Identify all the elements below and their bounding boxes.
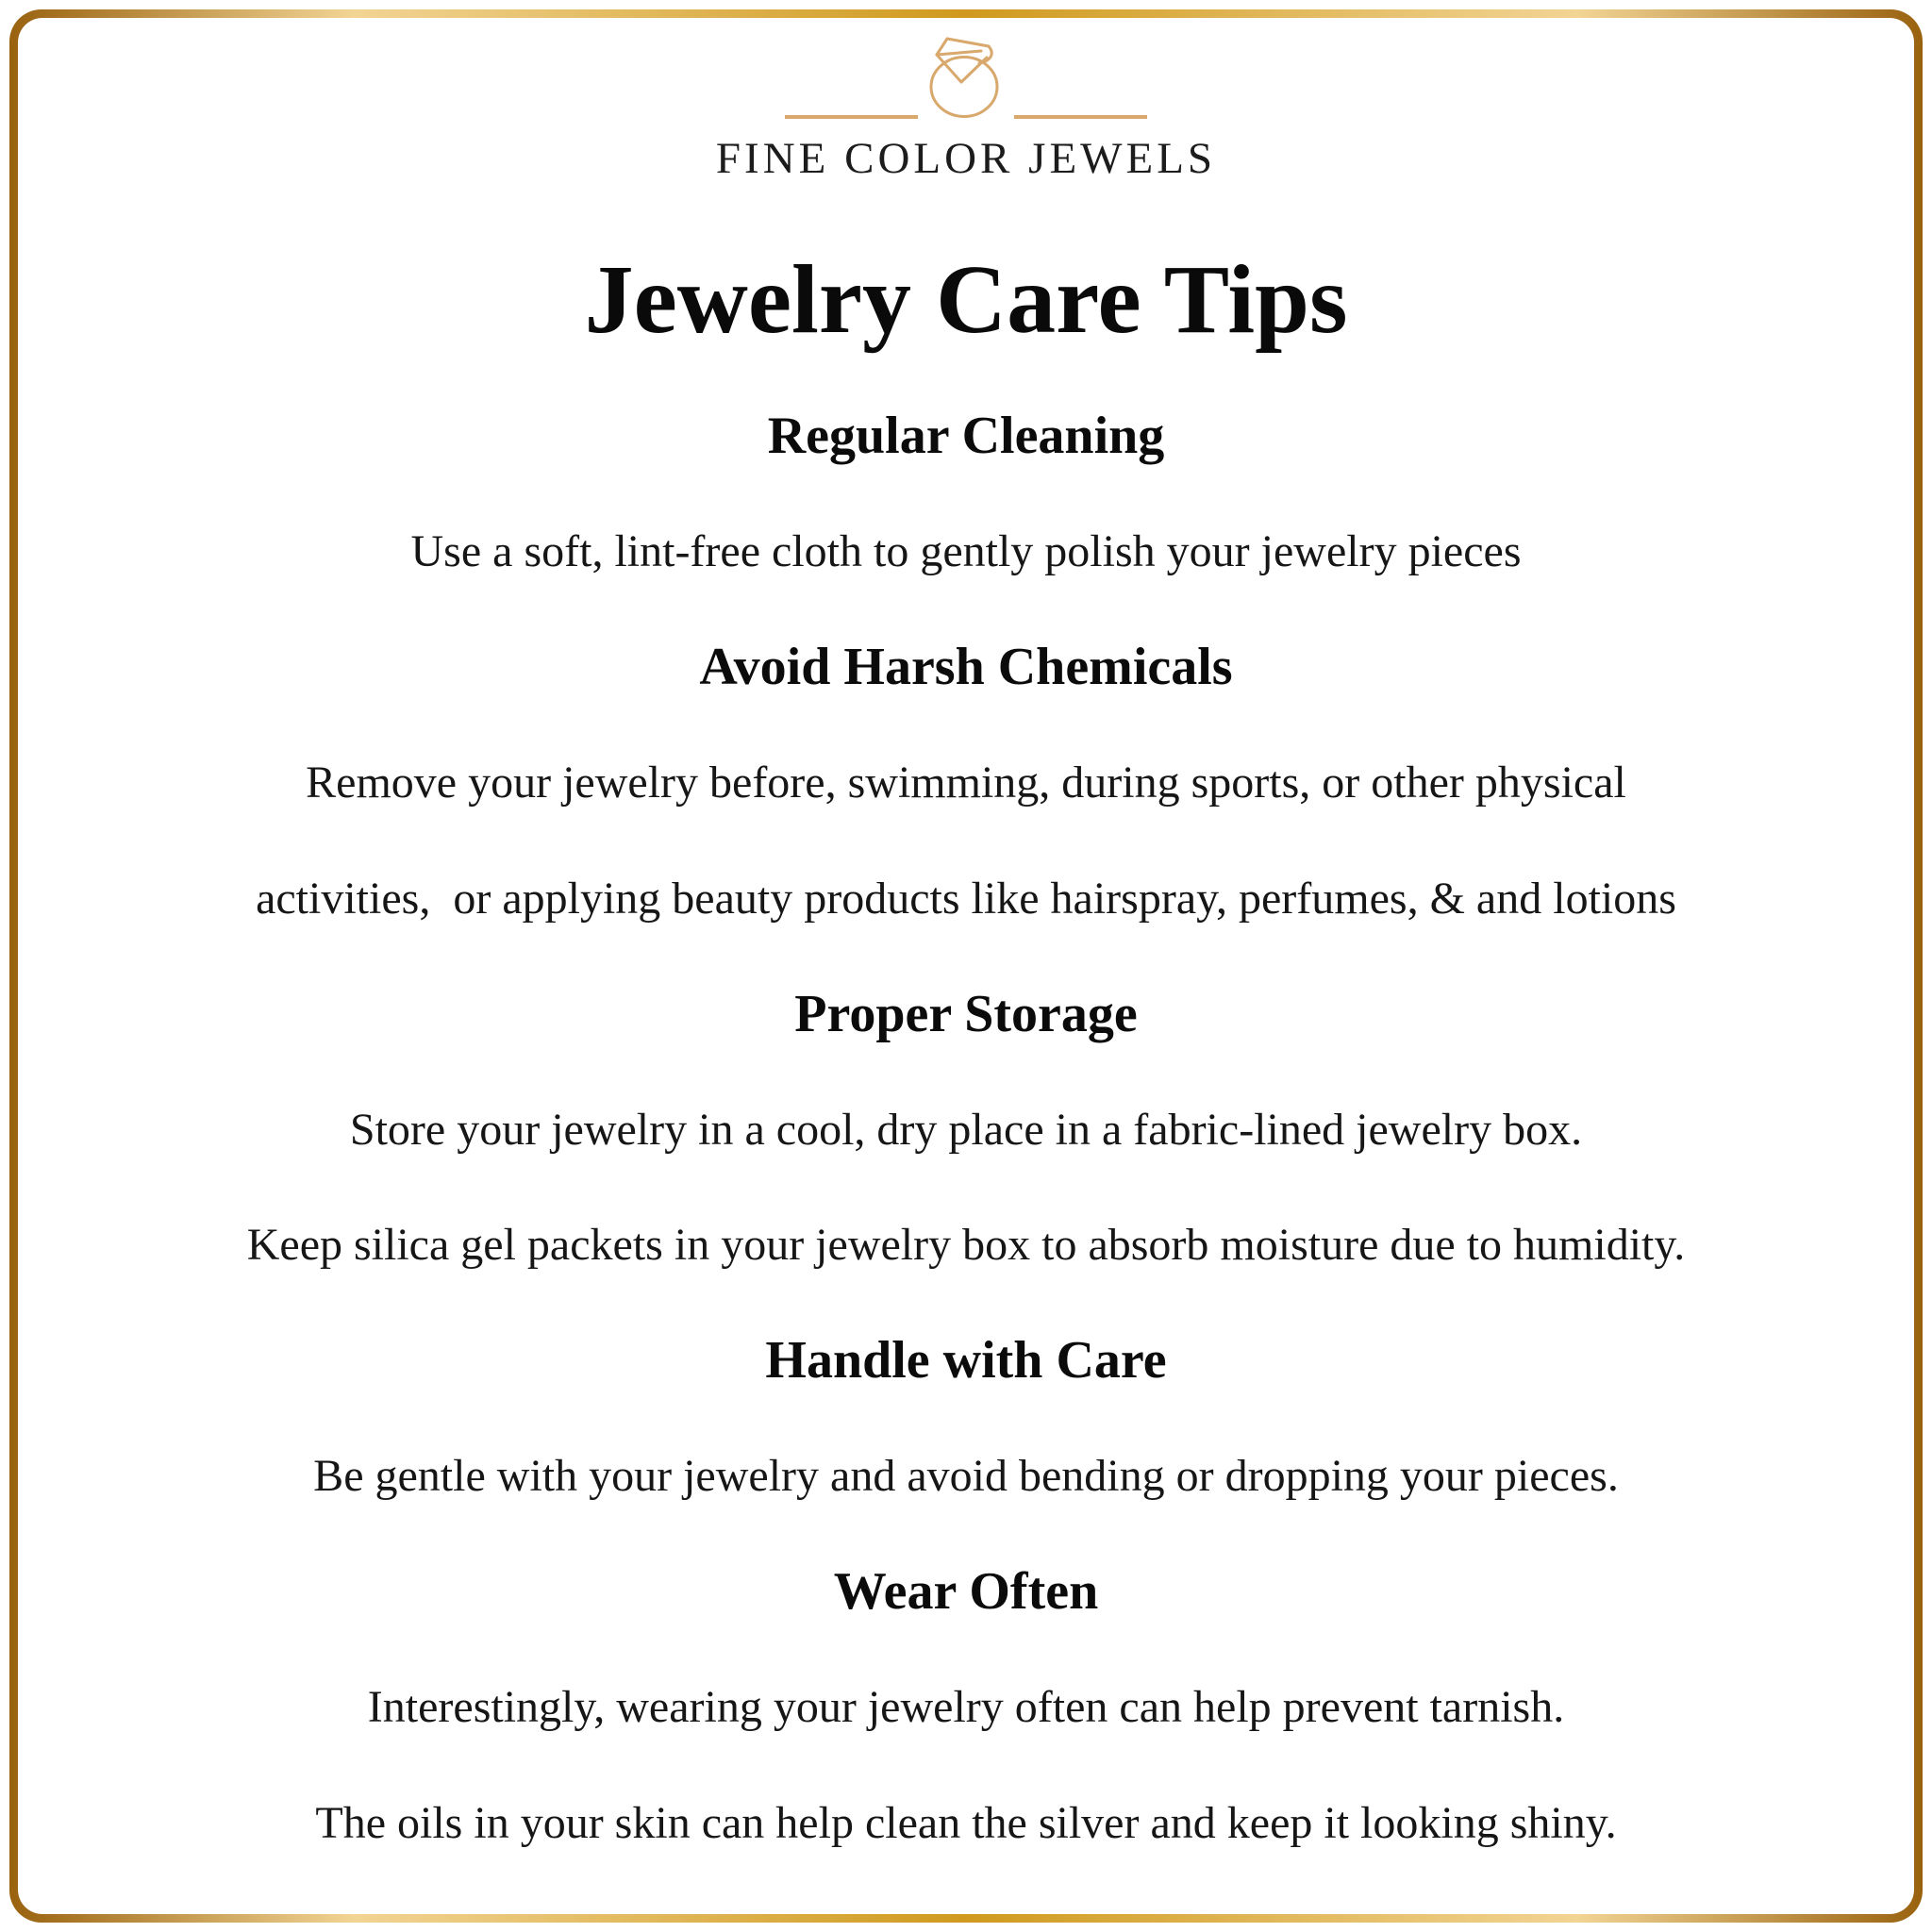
section-heading-regular-cleaning: Regular Cleaning (767, 407, 1165, 466)
diamond-glyph (937, 39, 991, 82)
ring-band (931, 58, 997, 117)
section-heading-handle-with-care: Handle with Care (765, 1331, 1167, 1391)
brand-name: FINE COLOR JEWELS (715, 134, 1217, 183)
section-heading-wear-often: Wear Often (833, 1562, 1099, 1622)
section-body-line: activities, or applying beauty products like hairspray, perfumes, & and lotions (256, 873, 1676, 924)
section-body-line: Interestingly, wearing your jewelry often can help prevent tarnish. (367, 1682, 1565, 1733)
logo-flourish-left (785, 115, 918, 119)
diamond-ring-icon (776, 17, 1154, 151)
section-body-line: Use a soft, lint-free cloth to gently polish your jewelry pieces (410, 526, 1522, 577)
section-body-line: Keep silica gel packets in your jewelry box to absorb moisture due to humidity. (246, 1220, 1686, 1271)
section-body-line: Store your jewelry in a cool, dry place in a fabric-lined jewelry box. (349, 1104, 1583, 1155)
logo-flourish-right (1014, 115, 1147, 119)
section-heading-proper-storage: Proper Storage (794, 984, 1138, 1043)
page-title: Jewelry Care Tips (584, 245, 1348, 354)
section-body-line: Remove your jewelry before, swimming, during sports, or other physical (306, 758, 1626, 808)
section-heading-avoid-harsh-chemicals: Avoid Harsh Chemicals (699, 638, 1233, 697)
section-body-line: Be gentle with your jewelry and avoid bending or dropping your pieces. (313, 1451, 1619, 1502)
tips-list (38, 378, 1894, 1881)
section-body-line: The oils in your skin can help clean the silver and keep it looking shiny. (315, 1797, 1617, 1848)
